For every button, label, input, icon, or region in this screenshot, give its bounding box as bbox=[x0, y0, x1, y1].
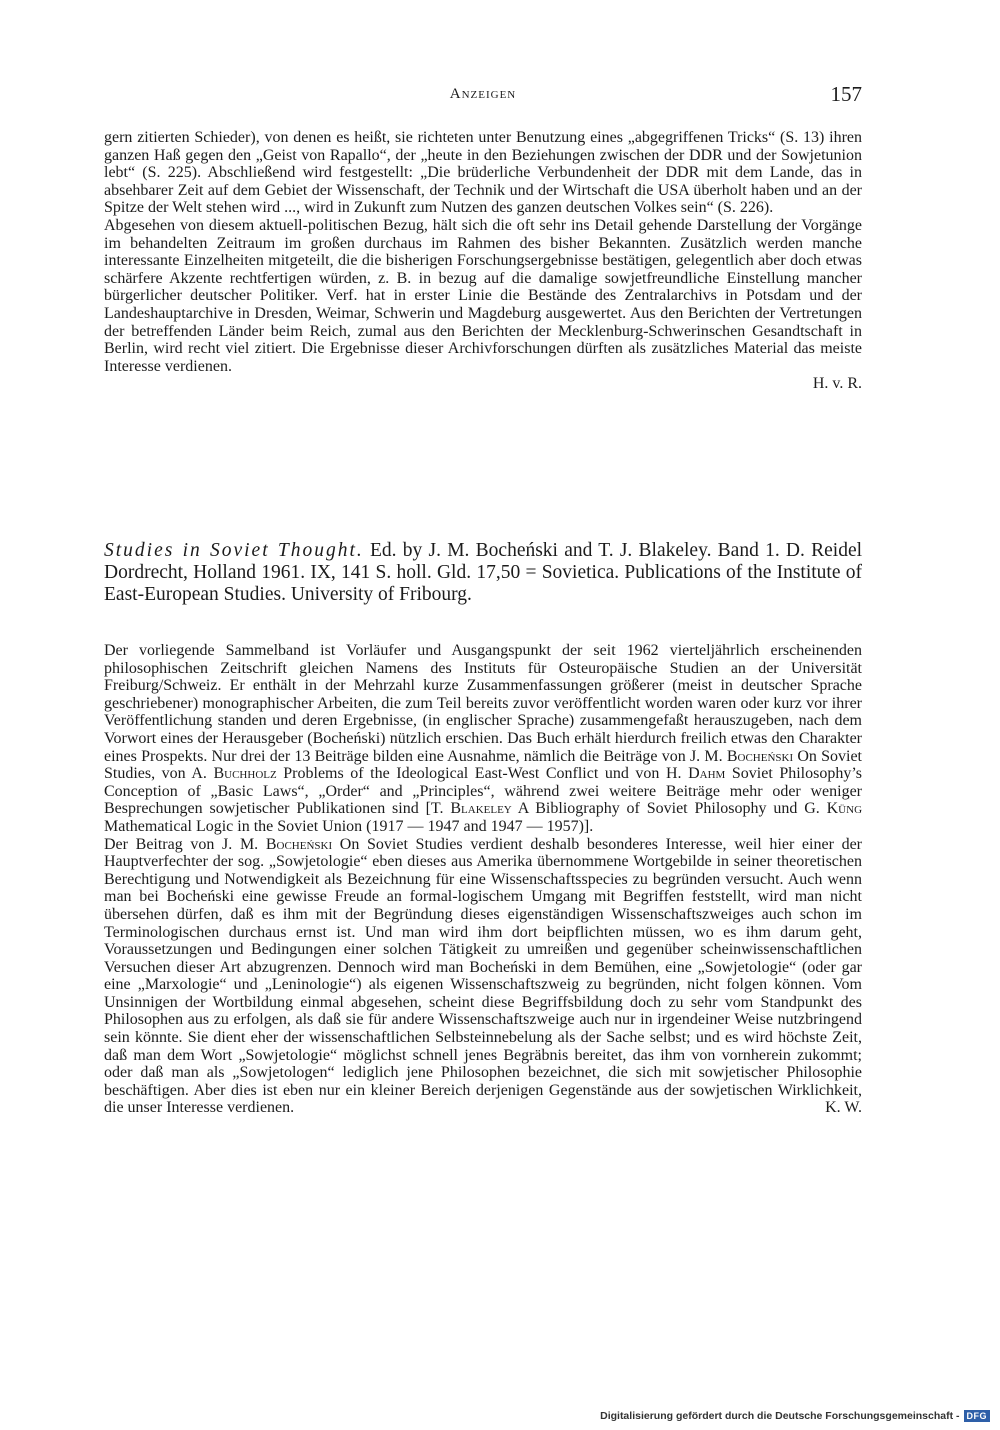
author-name: Buchholz bbox=[213, 765, 277, 783]
text-run: A Bibliography of Soviet Philosophy und G. bbox=[511, 800, 827, 818]
text-run: Der Beitrag von J. M. bbox=[104, 835, 266, 853]
text-run: Der vorliegende Sammelband ist Vorläufer und Ausgangspunkt der seit 1962 vierteljährlich erscheinenden philosophischen Zeitschrift gleichen Namens des Instituts für Osteuropäische Studien an der Universität Freiburg/Schweiz. Er enthält in der Mehrzahl kurze Zusammenfassungen größerer (meist in deutscher Sprache geschriebener) monographischer Arbeiten, die zum Teil bereits zuvor veröffentlicht worden waren oder kurz vor ihrer Veröffentlichung standen und deren Ergebnisse, (in englischer Sprache) zusammengefaßt herauszugeben, nach dem Vorwort eines der Herausgeber (Bocheński) nützlich erschien. Das Buch erhält hierdurch freilich etwas den Charakter eines Prospekts. Nur drei der 13 Beiträge bilden eine Ausnahme, nämlich die Beiträge von J. M. bbox=[104, 642, 862, 765]
running-title: Anzeigen bbox=[449, 86, 517, 102]
text-run: On Soviet Studies verdient deshalb besonderes Interesse, weil hier einer der Hauptverfechter der sog. „Sowjetologie“ eben dieses aus Amerika übernommene Wortgebilde in seiner theoretischen Berechtigung und Notwendigkeit als Bezeichnung für eine Wissenschaftsspecies zu begründen versucht. Auch wenn man bei Bocheński eine gewisse Freude an formal-logischem Umgang mit Begriffen feststellt, wird man nicht übersehen dürfen, daß es ihm mit der Begründung dieses eigenständigen Wissenschaftszweiges auch schon im Terminologischen durchaus ernst ist. Und man wird ihm dort beipflichten müssen, wo es ihm darum geht, Voraussetzungen und Bedingungen einer solchen Tätigkeit zu umreißen und gegenüber scheinwissenschaftlichen Versuchen dieser Art abzugrenzen. Dennoch wird man Bocheński in dem Bemühen, eine „Sowjetologie“ (oder gar eine „Marxologie“ und „Leninologie“) als eigenen Wissenschaftszweig zu begründen, nicht folgen können. Vom Unsinnigen der Wortbildung einmal abgesehen, scheint diese Begriffsbildung doch zu sehr vom Standpunkt des Philosophen aus zu erfolgen, als daß sie für andere Wissenschaftszweige auch nur in irgendeiner Weise nutzbringend sein könnte. Sie dient eher der wissenschaftlichen Selbsteinnebelung als der Sache selbst; und es wird höchste Zeit, daß man dem Wort „Sowjetologie“ möglichst schnell jenes Begräbnis bereitet, das ihm von vornherein zukommt; oder daß man als „Sowjetologen“ lediglich jene Philosophen bezeichnet, die sich mit sowjetischer Philosophie beschäftigen. Aber dies ist eben nur ein kleiner Bereich derjenigen Gegenstände aus der sowjetischen Wirklichkeit, die unser Interesse verdienen. bbox=[104, 835, 862, 1117]
text-run: Problems of the Ideological East-West Conflict und von H. bbox=[276, 765, 689, 783]
footer-text: Digitalisierung gefördert durch die Deutsche Forschungsgemeinschaft - bbox=[600, 1410, 960, 1422]
author-name: Küng bbox=[826, 800, 863, 818]
dfg-logo-icon: DFG bbox=[964, 1410, 991, 1422]
digitization-footer bbox=[600, 1410, 990, 1422]
page-header bbox=[104, 82, 862, 110]
review-1-signature: H. v. R. bbox=[812, 375, 862, 393]
page-number: 157 bbox=[830, 82, 862, 106]
review-2-signature: K. W. bbox=[825, 1099, 862, 1117]
review-2-heading bbox=[104, 540, 862, 606]
review-2-paragraph-2 bbox=[104, 836, 862, 1118]
text-run: Mathematical Logic in the Soviet Union (1917 — 1947 and 1947 — 1957)]. bbox=[104, 817, 594, 835]
review-1-body bbox=[104, 129, 862, 393]
review-1-paragraph-1: gern zitierten Schieder), von denen es heißt, sie richteten unter Benutzung eines „abgegriffenen Tricks“ (S. 13) ihren ganzen Haß gegen den „Geist von Rapallo“, der „heute in den Beziehungen zwischen der DDR und der Sowjetunion lebt“ (S. 225). Abschließend wird festgestellt: „Die brüderliche Verbundenheit der DDR mit dem Lande, das in absehbarer Zeit auf dem Gebiet der Wissenschaft, der Technik und der Wirtschaft die USA überholt haben und an der Spitze der Welt stehen wird ..., wird in Zukunft zum Nutzen des ganzen deutschen Volkes sein“ (S. 226). bbox=[104, 129, 862, 217]
review-2-body bbox=[104, 642, 862, 1117]
text-run: On Soviet Studies, von A. bbox=[104, 747, 862, 783]
text-run: Soviet Philosophy’s Conception of „Basic Laws“, „Order“ and „Principles“, während zwei weitere Beiträge mehr oder weniger Besprechungen sowjetischer Publikationen sind [T. bbox=[104, 765, 863, 818]
author-name: Bocheński bbox=[265, 835, 333, 853]
review-2-paragraph-1 bbox=[104, 642, 862, 836]
author-name: Dahm bbox=[688, 765, 726, 783]
author-name: Bocheński bbox=[726, 747, 794, 765]
review-1-paragraph-2: Abgesehen von diesem aktuell-politischen Bezug, hält sich die oft sehr ins Detail gehende Darstellung der Vorgänge im behandelten Zeitraum im großen durchaus im Rahmen des bisher Bekannten. Zusätzlich werden manche interessante Einzelheiten mitgeteilt, die die bisherigen Forschungsergebnisse bestätigen, gelegentlich aber doch etwas schärfere Akzente rechtfertigen würden, z. B. in bezug auf die damalige sowjetfreundliche Einstellung mancher bürgerlicher deutscher Politiker. Verf. hat in erster Linie die Bestände des Zentralarchivs in Potsdam und der Landeshauptarchive in Dresden, Weimar, Schwerin und Magdeburg ausgewertet. Aus den Berichten der Vertretungen der betreffenden Länder beim Reich, zumal aus den Berichten der Mecklenburg-Schwerinschen Gesandtschaft in Berlin, wird recht viel zitiert. Die Ergebnisse dieser Archivforschungen dürften als zusätzliches Material das meiste Interesse verdienen. bbox=[104, 216, 862, 375]
review-2-book-title: Studies in Soviet Thought. bbox=[104, 540, 364, 561]
author-name: Blakeley bbox=[450, 800, 512, 818]
review-2-book-details: Ed. by J. M. Bocheński and T. J. Blakeley. Band 1. D. Reidel Dordrecht, Holland 1961. IX, 141 S. holl. Gld. 17,50 = Sovietica. Publications of the Institute of East-European Studies. University of Fribourg. bbox=[104, 540, 863, 605]
